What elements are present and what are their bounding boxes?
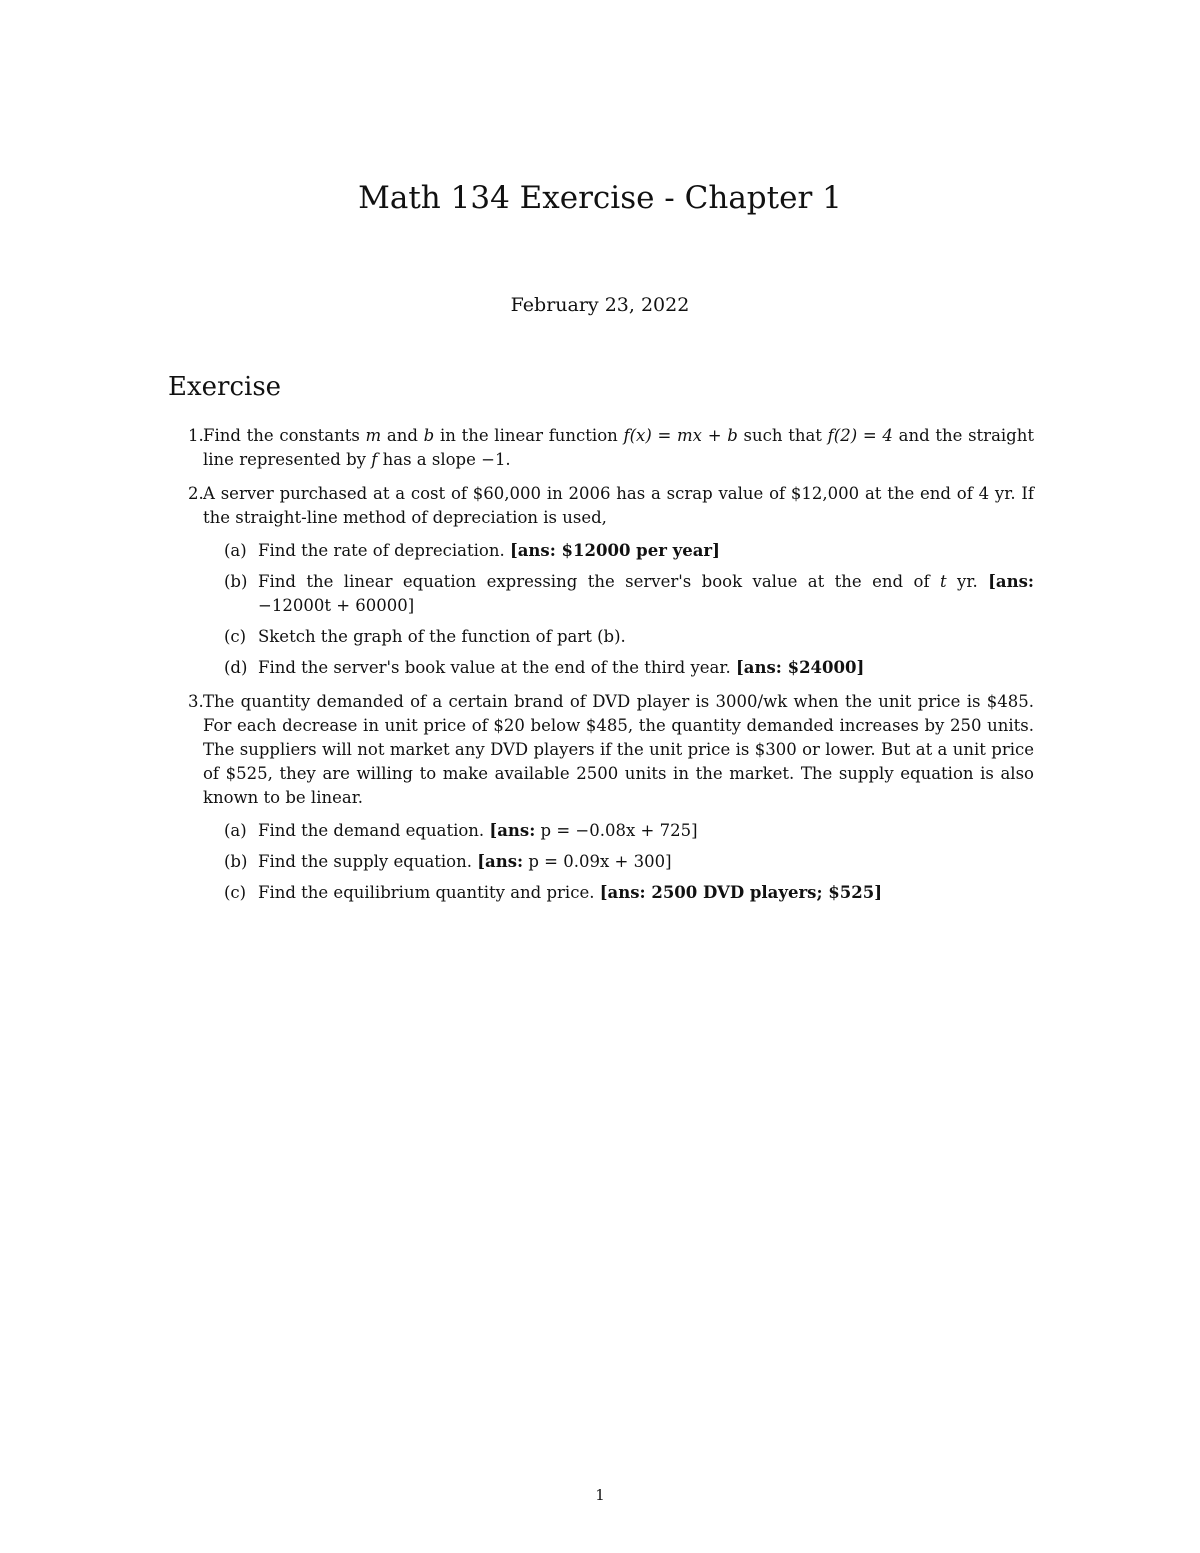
exercise-number: 1. bbox=[188, 426, 204, 445]
subpart-label: (b) bbox=[224, 572, 248, 591]
exercise-list bbox=[168, 424, 1034, 915]
subpart-list bbox=[203, 819, 1034, 905]
answer-text: p = −0.08x + 725] bbox=[535, 821, 698, 840]
exercise-item-2 bbox=[168, 482, 1034, 680]
subpart-item bbox=[203, 881, 1034, 905]
subpart-text: Find the server's book value at the end of the third year. bbox=[258, 658, 736, 677]
subpart-item bbox=[203, 625, 1034, 649]
document-title: Math 134 Exercise - Chapter 1 bbox=[358, 180, 842, 216]
subpart-label: (b) bbox=[224, 852, 248, 871]
subpart-item bbox=[203, 819, 1034, 843]
answer-label: [ans: bbox=[477, 852, 524, 871]
exercise-text: A server purchased at a cost of $60,000 in 2006 has a scrap value of $12,000 at the end of 4 yr. If the straight-line method of depreciation is used, bbox=[203, 484, 1034, 527]
answer-label: [ans: bbox=[489, 821, 536, 840]
subpart-text: Find the supply equation. bbox=[258, 852, 478, 871]
exercise-text: Find the constants m and b in the linear function f(x) = mx + b such that f(2) = 4 and the straight line represented by f has a slope −1. bbox=[203, 426, 1035, 469]
subpart-text: Find the equilibrium quantity and price. bbox=[258, 883, 600, 902]
exercise-item-3 bbox=[168, 690, 1034, 905]
subpart-item bbox=[203, 656, 1034, 680]
subpart-label: (a) bbox=[224, 821, 247, 840]
answer-text: [ans: 2500 DVD players; $525] bbox=[599, 883, 883, 902]
subpart-text: Find the linear equation expressing the server's book value at the end of t yr. bbox=[258, 572, 989, 591]
subpart-list bbox=[203, 539, 1034, 680]
subpart-item bbox=[203, 850, 1034, 874]
document-date: February 23, 2022 bbox=[510, 294, 690, 316]
exercise-item-1 bbox=[168, 424, 1034, 472]
answer-text: [ans: $24000] bbox=[735, 658, 865, 677]
subpart-label: (c) bbox=[224, 883, 247, 902]
answer-text: −12000t + 60000] bbox=[258, 596, 415, 615]
subpart-label: (d) bbox=[224, 658, 248, 677]
subpart-label: (c) bbox=[224, 627, 247, 646]
section-heading: Exercise bbox=[168, 372, 282, 402]
exercise-number: 2. bbox=[188, 484, 204, 503]
answer-text: [ans: $12000 per year] bbox=[509, 541, 720, 560]
page-number: 1 bbox=[595, 1486, 605, 1504]
subpart-item bbox=[203, 570, 1034, 618]
subpart-text: Sketch the graph of the function of part (b). bbox=[258, 627, 626, 646]
answer-label: [ans: bbox=[988, 572, 1034, 591]
subpart-label: (a) bbox=[224, 541, 247, 560]
subpart-text: Find the demand equation. bbox=[258, 821, 490, 840]
subpart-text: Find the rate of depreciation. bbox=[258, 541, 510, 560]
exercise-number: 3. bbox=[188, 692, 204, 711]
answer-text: p = 0.09x + 300] bbox=[523, 852, 672, 871]
subpart-item bbox=[203, 539, 1034, 563]
exercise-text: The quantity demanded of a certain brand of DVD player is 3000/wk when the unit price is $485. For each decrease in unit price of $20 below $485, the quantity demanded increases by 250 units. The suppliers will not market any DVD players if the unit price is $300 or lower. But at a unit price of $525, they are willing to make available 2500 units in the market. The supply equation is also known to be linear. bbox=[203, 692, 1034, 807]
